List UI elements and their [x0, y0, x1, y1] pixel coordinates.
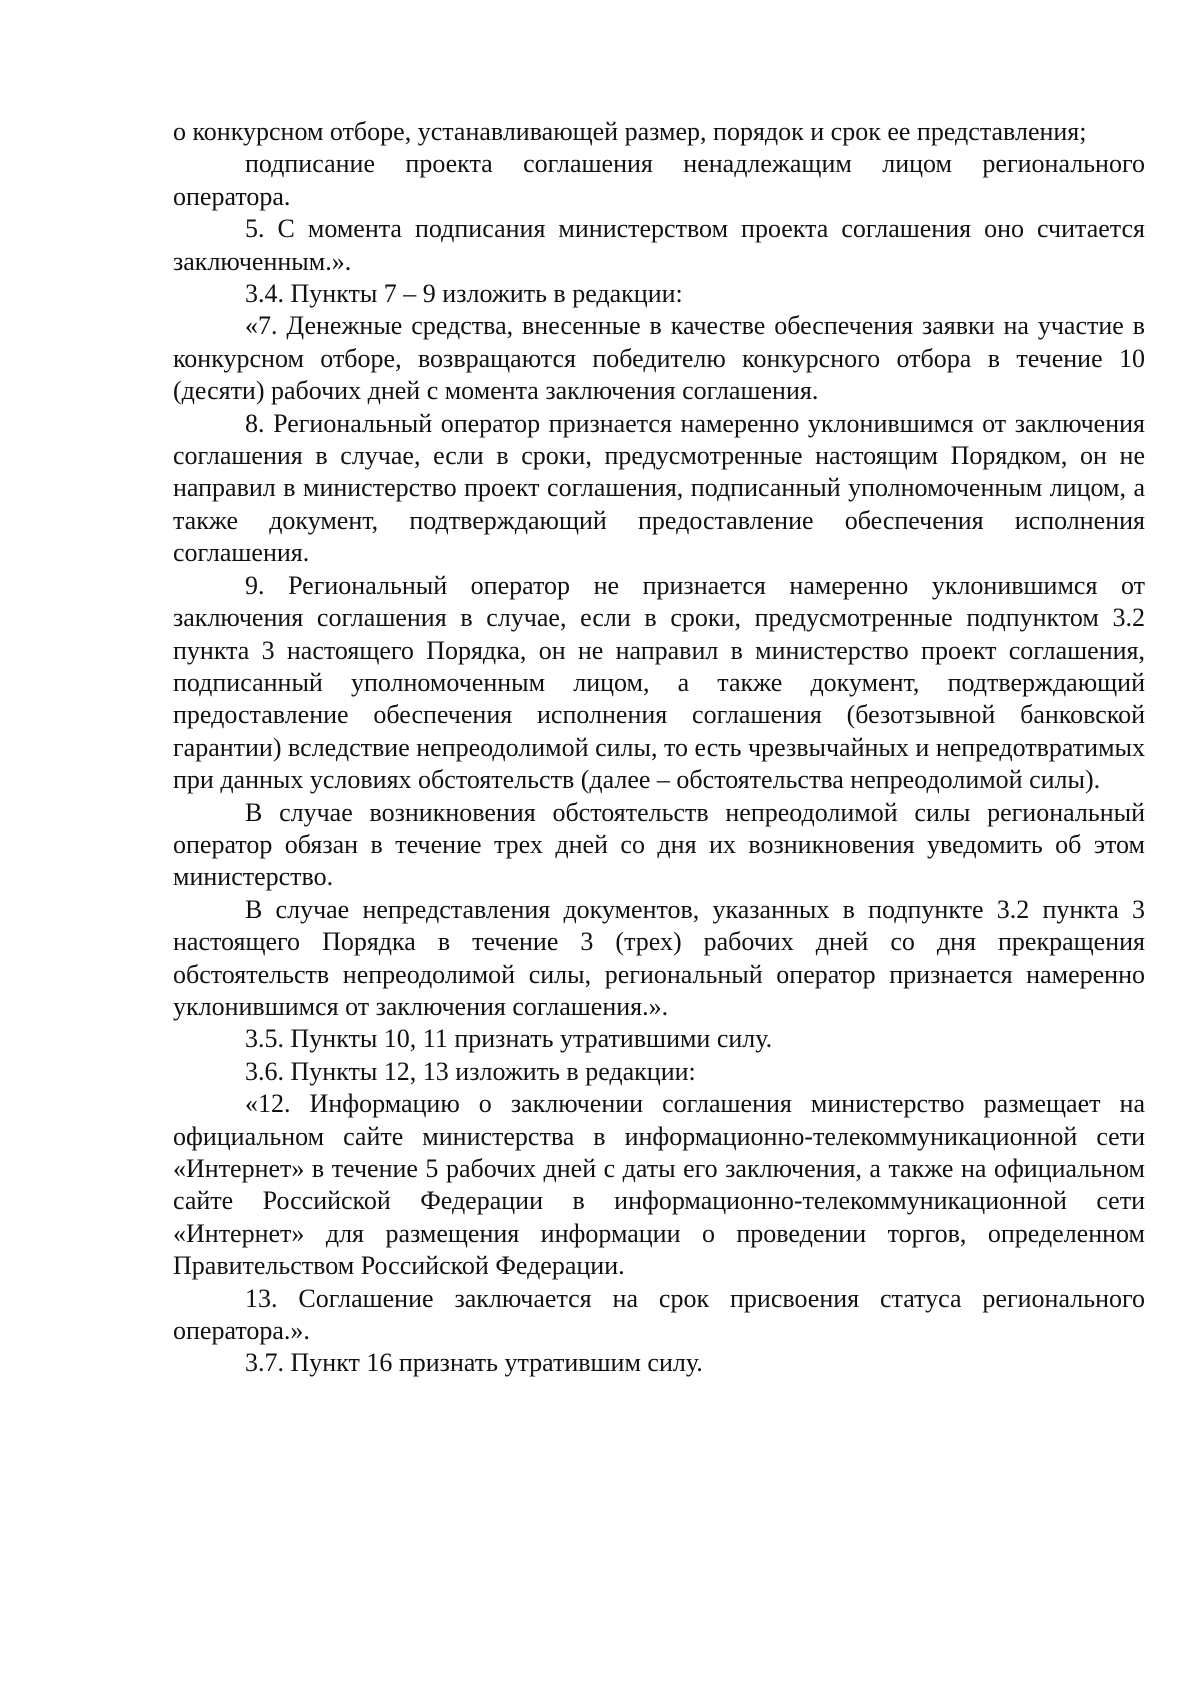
paragraph-4: 3.4. Пункты 7 – 9 изложить в редакции:: [245, 279, 683, 309]
document-body: [173, 116, 1145, 1380]
paragraph-11: 3.6. Пункты 12, 13 изложить в редакции:: [245, 1056, 696, 1086]
paragraph-14: 3.7. Пункт 16 признать утратившим силу.: [245, 1348, 703, 1378]
paragraph-7: 9. Региональный оператор не признается намеренно уклонившимся от заключения соглашения в случае, если в сроки, предусмотренные подпунктом 3.2 пункта 3 настоящего Порядка, он не направил в министерство проект соглашения, подписанный уполномоченным лицом, а также документ, подтверждающий предоставление обеспечения исполнения соглашения (безотзывной банковской гарантии) вследствие непреодолимой силы, то есть чрезвычайных и непредотвратимых при данных условиях обстоятельств (далее – обстоятельства непреодолимой силы).: [173, 570, 1145, 795]
paragraph-1: о конкурсном отборе, устанавливающей размер, порядок и срок ее представления;: [173, 117, 1087, 146]
paragraph-6: 8. Региональный оператор признается намеренно уклонившимся от заключения соглашения в случае, если в сроки, предусмотренные настоящим Порядком, он не направил в министерство проект соглашения, подписанный уполномоченным лицом, а также документ, подтверждающий предоставление обеспечения исполнения соглашения.: [173, 408, 1145, 568]
paragraph-10: 3.5. Пункты 10, 11 признать утратившими силу.: [245, 1024, 773, 1054]
paragraph-12: «12. Информацию о заключении соглашения министерство размещает на официальном сайте министерства в информационно-телекоммуникационной сети «Интернет» в течение 5 рабочих дней с даты его заключения, а также на официальном сайте Российской Федерации в информационно-телекоммуникационной сети «Интернет» для размещения информации о проведении торгов, определенном Правительством Российской Федерации.: [173, 1089, 1145, 1281]
paragraph-5: «7. Денежные средства, внесенные в качестве обеспечения заявки на участие в конкурсном отборе, возвращаются победителю конкурсного отбора в течение 10 (десяти) рабочих дней с момента заключения соглашения.: [173, 311, 1145, 406]
paragraph-2: подписание проекта соглашения ненадлежащим лицом регионального оператора.: [173, 149, 1145, 211]
paragraph-3: 5. С момента подписания министерством проекта соглашения оно считается заключенным.».: [173, 214, 1145, 276]
paragraph-13: 13. Соглашение заключается на срок присвоения статуса регионального оператора.».: [173, 1283, 1145, 1346]
paragraph-9: В случае непредставления документов, указанных в подпункте 3.2 пункта 3 настоящего Порядка в течение 3 (трех) рабочих дней со дня прекращения обстоятельств непреодолимой силы, региональный оператор признается намеренно уклонившимся от заключения соглашения.».: [173, 894, 1145, 1021]
paragraph-8: В случае возникновения обстоятельств непреодолимой силы региональный оператор обязан в течение трех дней со дня их возникновения уведомить об этом министерство.: [173, 797, 1145, 892]
